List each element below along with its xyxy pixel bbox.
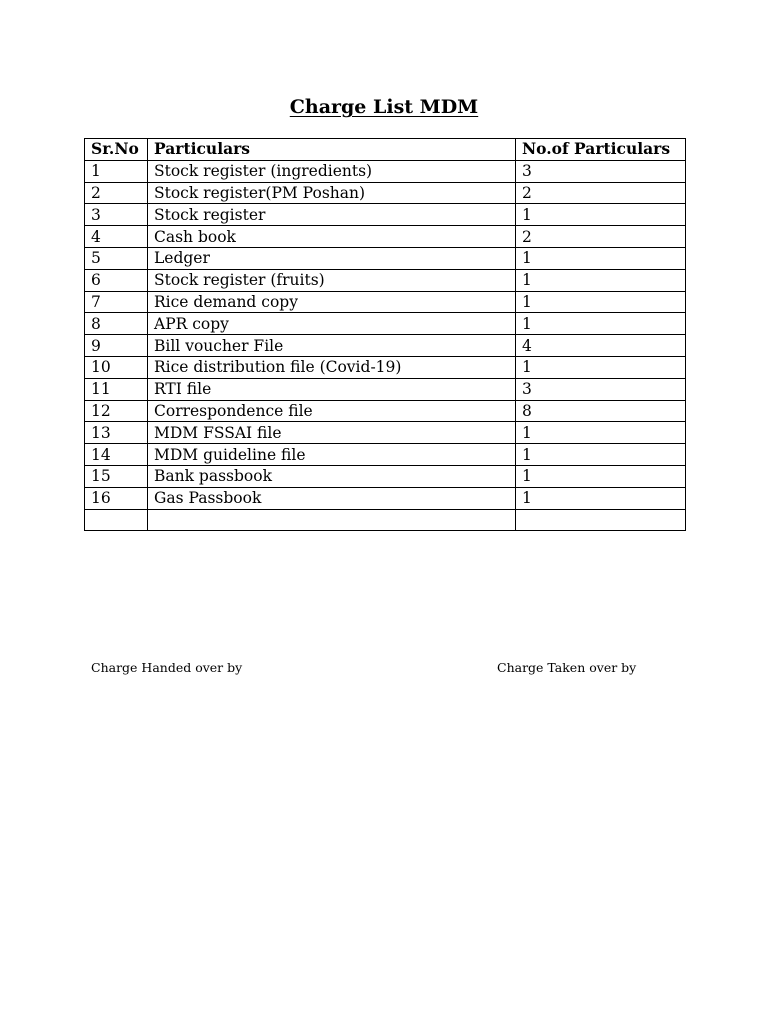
page-title: Charge List MDM bbox=[289, 96, 479, 118]
charge-taken-over-label: Charge Taken over by bbox=[497, 660, 637, 675]
table-row bbox=[85, 269, 686, 291]
table-row bbox=[85, 291, 686, 313]
cell-particular: Stock register (fruits) bbox=[148, 269, 516, 291]
table-row bbox=[85, 509, 686, 531]
header-particulars: Particulars bbox=[148, 139, 516, 161]
cell-particular: Stock register (ingredients) bbox=[148, 160, 516, 182]
cell-particular: Bill voucher File bbox=[148, 335, 516, 357]
cell-sr-no: 8 bbox=[85, 313, 148, 335]
cell-particular: APR copy bbox=[148, 313, 516, 335]
cell-particular: MDM FSSAI file bbox=[148, 422, 516, 444]
cell-sr-no: 13 bbox=[85, 422, 148, 444]
cell-sr-no: 11 bbox=[85, 378, 148, 400]
cell-particular: Gas Passbook bbox=[148, 487, 516, 509]
table-row bbox=[85, 444, 686, 466]
table-row bbox=[85, 160, 686, 182]
cell-count: 2 bbox=[516, 226, 686, 248]
cell-sr-no: 2 bbox=[85, 182, 148, 204]
cell-count: 1 bbox=[516, 356, 686, 378]
cell-sr-no: 3 bbox=[85, 204, 148, 226]
cell-sr-no: 7 bbox=[85, 291, 148, 313]
cell-particular: Stock register(PM Poshan) bbox=[148, 182, 516, 204]
table-row bbox=[85, 313, 686, 335]
cell-count: 1 bbox=[516, 247, 686, 269]
cell-particular: Bank passbook bbox=[148, 465, 516, 487]
cell-count: 1 bbox=[516, 422, 686, 444]
cell-sr-no: 4 bbox=[85, 226, 148, 248]
cell-count: 1 bbox=[516, 444, 686, 466]
table-row bbox=[85, 204, 686, 226]
cell-sr-no: 12 bbox=[85, 400, 148, 422]
cell-count: 8 bbox=[516, 400, 686, 422]
table-row bbox=[85, 487, 686, 509]
cell-sr-no: 16 bbox=[85, 487, 148, 509]
table-row bbox=[85, 182, 686, 204]
table-row bbox=[85, 356, 686, 378]
table-header-row bbox=[85, 139, 686, 161]
cell-particular: RTI file bbox=[148, 378, 516, 400]
table-row bbox=[85, 422, 686, 444]
cell-count: 1 bbox=[516, 291, 686, 313]
cell-particular: Stock register bbox=[148, 204, 516, 226]
table-row bbox=[85, 247, 686, 269]
table-row bbox=[85, 465, 686, 487]
cell-sr-no: 6 bbox=[85, 269, 148, 291]
table-row bbox=[85, 378, 686, 400]
cell-count: 2 bbox=[516, 182, 686, 204]
cell-particular: Correspondence file bbox=[148, 400, 516, 422]
cell-sr-no: 1 bbox=[85, 160, 148, 182]
cell-count: 1 bbox=[516, 487, 686, 509]
cell-count: 4 bbox=[516, 335, 686, 357]
header-no-of-particulars: No.of Particulars bbox=[516, 139, 686, 161]
header-sr-no: Sr.No bbox=[85, 139, 148, 161]
cell-sr-no: 10 bbox=[85, 356, 148, 378]
cell-particular: Rice distribution file (Covid-19) bbox=[148, 356, 516, 378]
table-row bbox=[85, 335, 686, 357]
cell-particular: MDM guideline file bbox=[148, 444, 516, 466]
cell-sr-no bbox=[85, 509, 148, 531]
cell-count: 1 bbox=[516, 465, 686, 487]
cell-count: 1 bbox=[516, 269, 686, 291]
table-row bbox=[85, 400, 686, 422]
table-body bbox=[85, 160, 686, 531]
cell-sr-no: 9 bbox=[85, 335, 148, 357]
cell-particular bbox=[148, 509, 516, 531]
charge-list-table bbox=[84, 138, 686, 531]
cell-count: 1 bbox=[516, 204, 686, 226]
cell-particular: Ledger bbox=[148, 247, 516, 269]
cell-count: 1 bbox=[516, 313, 686, 335]
cell-count: 3 bbox=[516, 378, 686, 400]
table-row bbox=[85, 226, 686, 248]
cell-particular: Rice demand copy bbox=[148, 291, 516, 313]
cell-sr-no: 5 bbox=[85, 247, 148, 269]
charge-handed-over-label: Charge Handed over by bbox=[91, 660, 243, 675]
cell-particular: Cash book bbox=[148, 226, 516, 248]
cell-count: 3 bbox=[516, 160, 686, 182]
cell-sr-no: 14 bbox=[85, 444, 148, 466]
cell-sr-no: 15 bbox=[85, 465, 148, 487]
cell-count bbox=[516, 509, 686, 531]
